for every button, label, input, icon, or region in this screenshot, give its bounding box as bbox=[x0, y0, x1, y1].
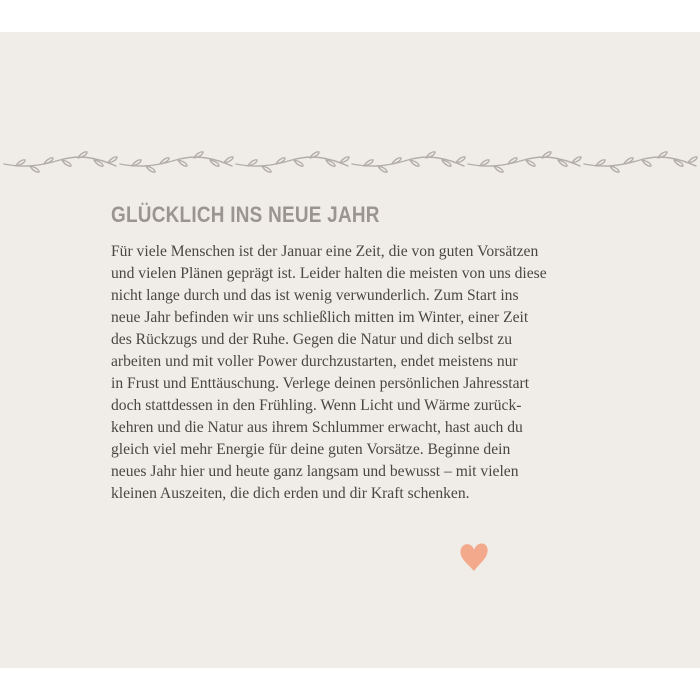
heart-icon bbox=[458, 540, 490, 574]
text-line: nicht lange durch und das ist wenig verwunderlich. Zum Start ins bbox=[111, 287, 519, 304]
page-title: GLÜCKLICH INS NEUE JAHR bbox=[111, 202, 380, 227]
vine-border-icon bbox=[0, 144, 700, 184]
text-line: kehren und die Natur aus ihrem Schlummer erwacht, hast auch du bbox=[111, 419, 523, 436]
text-line: gleich viel mehr Energie für deine guten Vorsätze. Beginne dein bbox=[111, 441, 511, 458]
text-line: und vielen Plänen geprägt ist. Leider halten die meisten von uns diese bbox=[111, 265, 547, 282]
text-line: arbeiten und mit voller Power durchzustarten, endet meistens nur bbox=[111, 353, 518, 370]
book-page bbox=[0, 32, 700, 668]
text-line: kleinen Auszeiten, die dich erden und dir Kraft schenken. bbox=[111, 485, 470, 502]
text-line: Für viele Menschen ist der Januar eine Zeit, die von guten Vorsätzen bbox=[111, 243, 539, 260]
body-paragraph bbox=[111, 241, 611, 505]
text-line: des Rückzugs und der Ruhe. Gegen die Natur und dich selbst zu bbox=[111, 331, 513, 348]
text-line: neue Jahr befinden wir uns schließlich mitten im Winter, einer Zeit bbox=[111, 309, 529, 326]
text-line: in Frust und Enttäuschung. Verlege deinen persönlichen Jahresstart bbox=[111, 375, 530, 392]
text-line: neues Jahr hier und heute ganz langsam und bewusst – mit vielen bbox=[111, 463, 519, 480]
text-line: doch stattdessen in den Frühling. Wenn Licht und Wärme zurück- bbox=[111, 397, 522, 414]
